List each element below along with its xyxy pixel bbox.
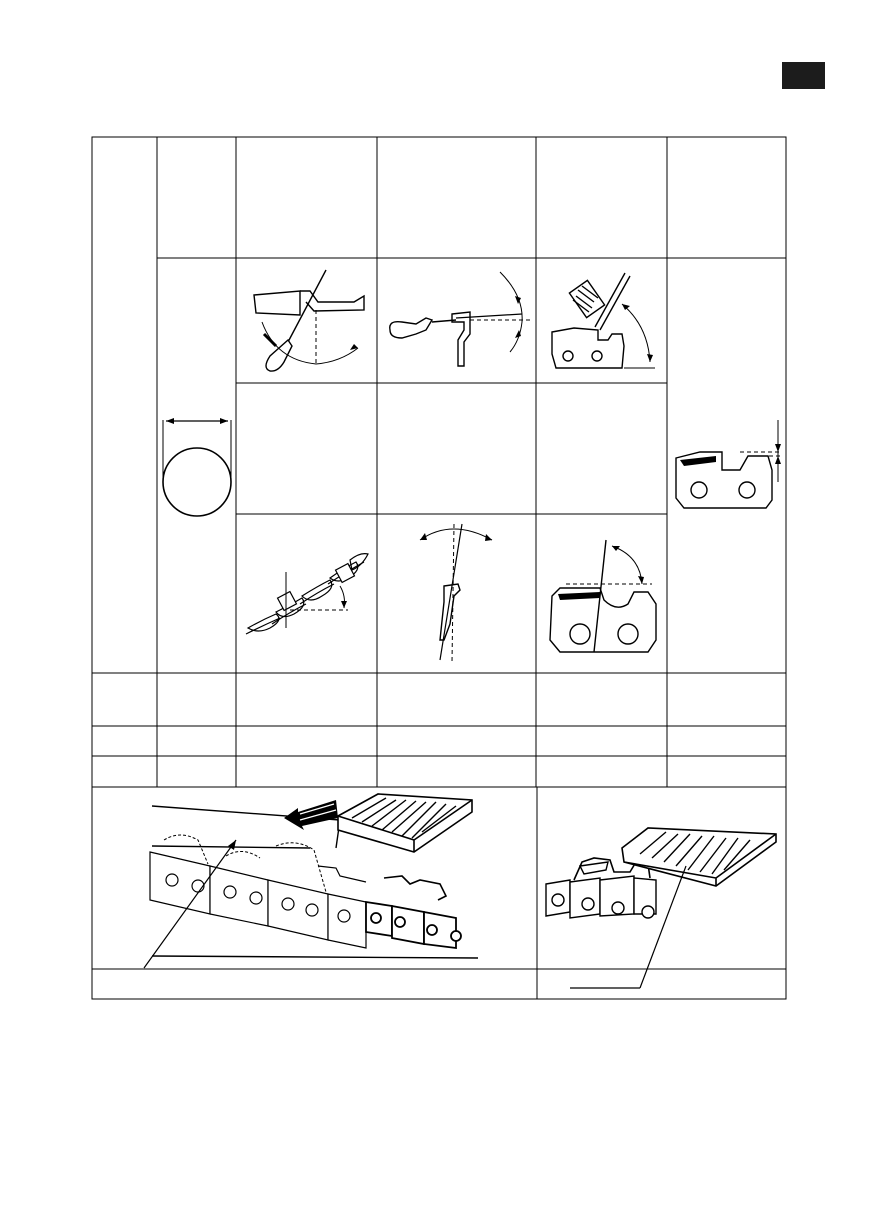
cutter-side-plate-angle-icon bbox=[420, 524, 492, 662]
file-with-handle-side-view-icon bbox=[390, 272, 530, 366]
file-holder-with-handle-icon bbox=[254, 270, 364, 371]
round-file-cross-section-icon bbox=[163, 418, 231, 516]
saw-chain-with-depth-gauge-tool-icon bbox=[144, 794, 478, 968]
cutter-depth-gauge-icon bbox=[676, 420, 782, 508]
cutter-cutting-angle-icon bbox=[550, 540, 656, 652]
chain-top-view-angle-icon bbox=[246, 554, 368, 634]
cutter-with-file-angle-icon bbox=[552, 273, 655, 368]
depth-gauge-tool-on-chain-icon bbox=[546, 828, 776, 988]
